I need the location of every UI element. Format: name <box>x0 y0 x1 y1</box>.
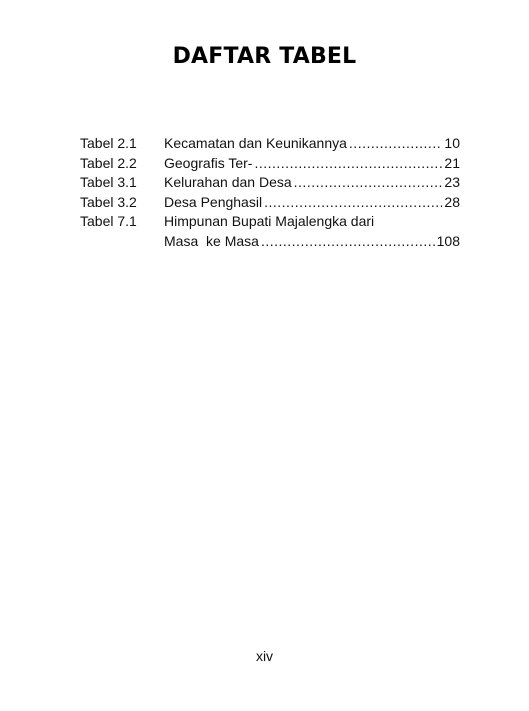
toc-entry-title-continued: Masa ke Masa <box>164 232 259 249</box>
toc-entry-label: Tabel 2.1 <box>80 135 137 151</box>
page-title: DAFTAR TABEL <box>172 44 357 69</box>
toc-entry-page: 21 <box>444 154 460 171</box>
toc-entry-label: Tabel 3.1 <box>80 174 137 190</box>
toc-entry-page: 28 <box>444 193 460 210</box>
toc-entry-page: 10 <box>444 135 460 151</box>
toc-entry[interactable] <box>80 212 460 251</box>
toc-entry-title: Kecamatan dan Keunikannya <box>164 135 347 151</box>
toc-entry-title: Kelurahan dan Desa <box>164 174 292 190</box>
toc-entry-title: Himpunan Bupati Majalengka dari <box>164 213 375 229</box>
toc-leader-dots <box>294 173 443 193</box>
page-number: xiv <box>255 648 274 664</box>
toc-leader-dots <box>261 232 435 252</box>
toc-entry-label: Tabel 3.2 <box>80 193 137 210</box>
table-of-contents <box>80 134 460 251</box>
toc-leader-dots <box>349 134 443 154</box>
toc-entry-label: Tabel 7.1 <box>80 213 137 229</box>
toc-entry-title: Geografis Ter- <box>164 154 253 171</box>
toc-entry-page: 23 <box>444 174 460 190</box>
toc-entry[interactable] <box>80 173 460 193</box>
toc-entry[interactable] <box>80 154 460 174</box>
toc-entry-label: Tabel 2.2 <box>80 154 137 171</box>
toc-entry[interactable] <box>80 134 460 154</box>
toc-leader-dots <box>264 193 442 213</box>
toc-entry-page: 108 <box>436 232 460 249</box>
toc-entry[interactable] <box>80 193 460 213</box>
toc-leader-dots <box>254 154 442 174</box>
toc-entry-title: Desa Penghasil <box>164 193 263 210</box>
